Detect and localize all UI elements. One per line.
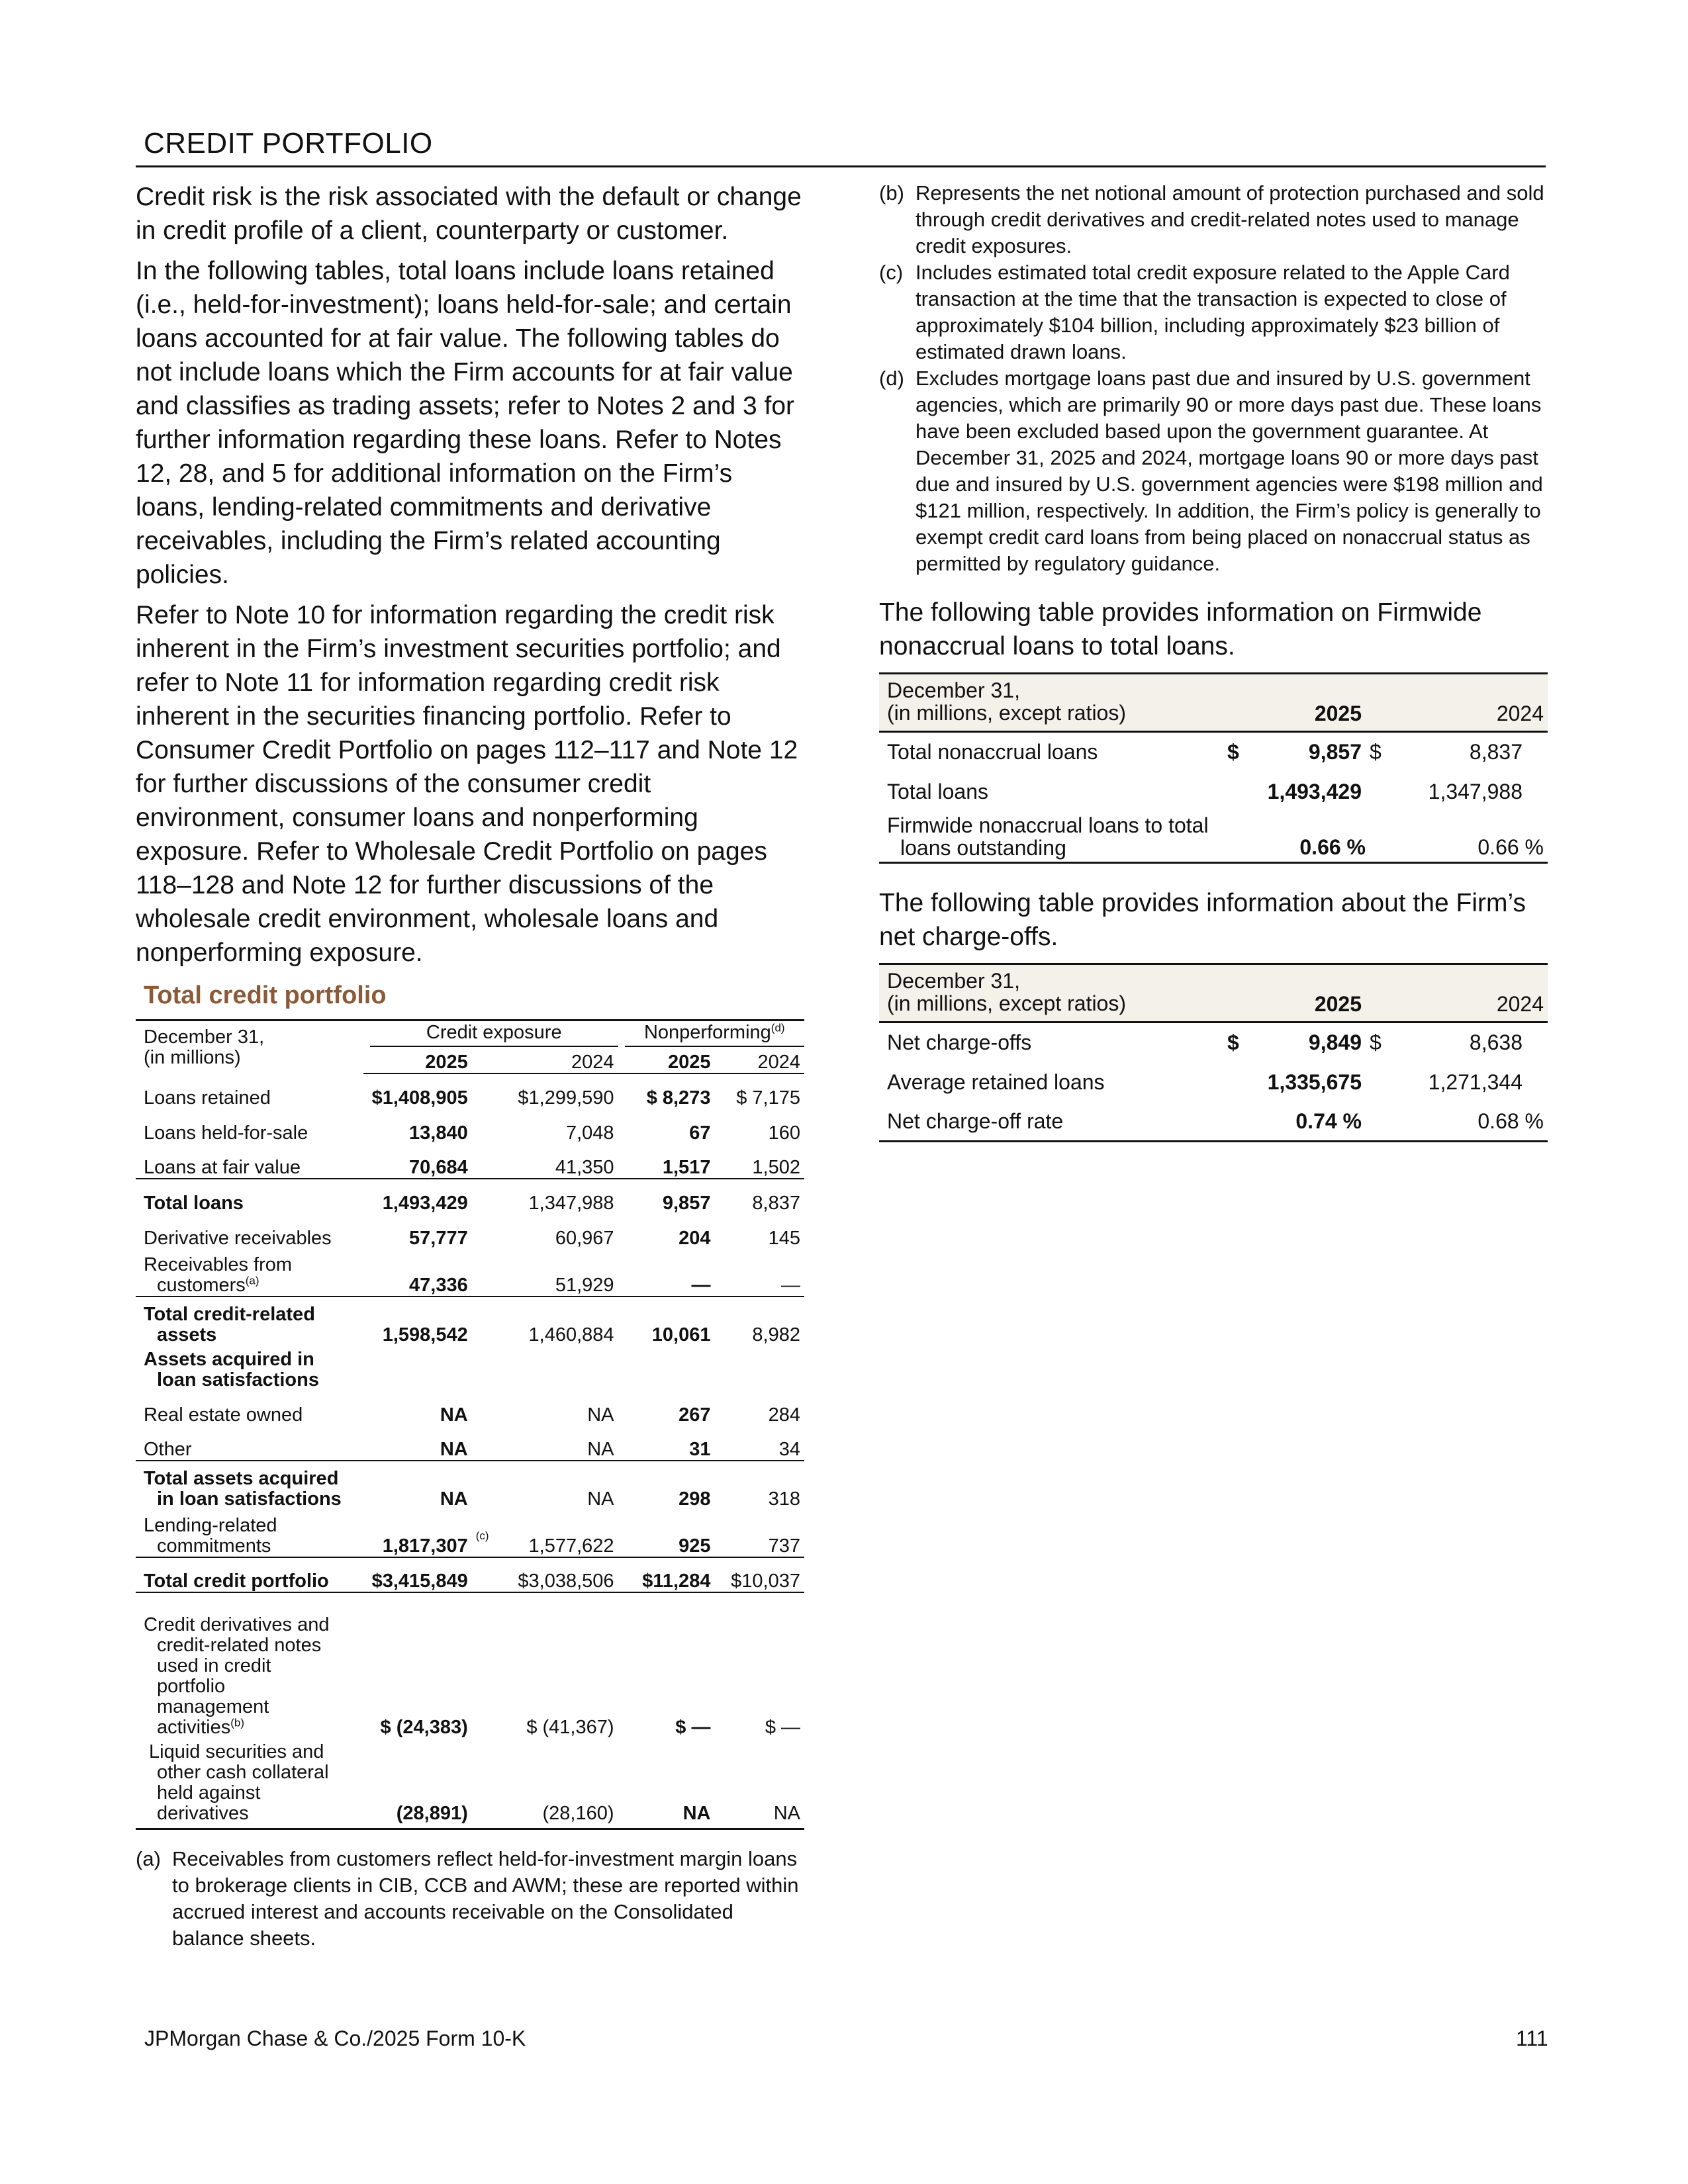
cell-np-2025: $11,284 xyxy=(618,1557,715,1592)
header-label-1: December 31, xyxy=(144,1026,265,1048)
row-label: Net charge-off rate xyxy=(879,1102,1223,1142)
currency-2025: $ xyxy=(1227,740,1239,764)
cell-ce-2025: NA xyxy=(440,1488,468,1510)
value-2024: 1,347,988 xyxy=(1428,779,1523,803)
row-label: Lending-related commitments xyxy=(136,1510,363,1557)
table-row xyxy=(136,1426,804,1461)
cell-ce-2025: 57,777 xyxy=(409,1227,468,1249)
cell-np-2024: 8,982 xyxy=(752,1324,800,1345)
cell-ce-2024: 1,347,988 xyxy=(528,1192,614,1214)
table-row xyxy=(879,1062,1548,1102)
cell-ce-2024: 7,048 xyxy=(565,1122,614,1144)
cell-np-2024: 284 xyxy=(768,1404,800,1426)
table-row xyxy=(879,1102,1548,1142)
row-label: Total credit portfolio xyxy=(136,1557,363,1592)
cell-ce-2024: $ (41,367) xyxy=(526,1716,614,1738)
cell-ce-2025: $3,415,849 xyxy=(363,1557,472,1592)
cell-ce-2024: NA xyxy=(494,1426,618,1461)
value-2025: 1,335,675 xyxy=(1267,1069,1362,1094)
footnote-text: Receivables from customers reflect held-for-investment margin loans to brokerage clients in CIB, CCB and AWM; these are reported within accrued interest and accounts receivable on the Consolidated balance sheets. xyxy=(172,1847,799,1950)
row-label: Loans held-for-sale xyxy=(144,1122,308,1144)
right-column xyxy=(879,180,1548,1142)
cell-np-2024: — xyxy=(714,1249,804,1297)
cell-ce-2024: NA xyxy=(587,1488,614,1510)
cell-ce-2025: 47,336 xyxy=(363,1249,472,1297)
value-2025: 9,849 xyxy=(1308,1030,1362,1055)
row-label: Firmwide nonaccrual loans to total loans outstanding xyxy=(879,811,1223,863)
footnote-key: (b) xyxy=(879,181,904,205)
nonaccrual-table xyxy=(879,672,1548,864)
cell-ce-2025: 1,598,542 xyxy=(382,1324,468,1345)
cell-np-2024: 318 xyxy=(768,1488,800,1510)
cell-ce-2024: $3,038,506 xyxy=(494,1557,618,1592)
year-np-2024: 2024 xyxy=(714,1047,804,1073)
year-ce-2024: 2024 xyxy=(494,1047,618,1073)
table-row xyxy=(879,811,1548,863)
header-year-2025: 2025 xyxy=(1250,674,1366,732)
nonaccrual-header-row xyxy=(879,674,1548,732)
row-label: Real estate owned xyxy=(144,1404,303,1426)
table-row xyxy=(136,1249,804,1297)
cell-np-2024: 145 xyxy=(768,1227,800,1249)
table-row xyxy=(136,1557,804,1592)
cell-np-2025: — xyxy=(618,1249,715,1297)
section-header xyxy=(136,122,1546,167)
header-year-2024: 2024 xyxy=(1392,964,1548,1023)
table-row xyxy=(136,1738,804,1829)
row-label: Total nonaccrual loans xyxy=(887,740,1098,764)
footnote-key: (a) xyxy=(136,1847,161,1870)
table-row xyxy=(136,1592,804,1738)
cell-ce-2024: (28,160) xyxy=(494,1738,618,1829)
footnote-text: Represents the net notional amount of protection purchased and sold through credit derivatives and credit-related notes used to manage credit exposures. xyxy=(915,181,1544,257)
footer-company: JPMorgan Chase & Co./2025 Form 10-K xyxy=(144,2026,526,2050)
cell-np-2025: 10,061 xyxy=(651,1324,711,1345)
row-label: Derivative receivables xyxy=(144,1227,332,1249)
nonperforming-footnote-mark: (d) xyxy=(771,1021,785,1034)
table-group-header-row xyxy=(136,1021,804,1047)
cell-ce-2024: 1,460,884 xyxy=(528,1324,614,1345)
value-2024: 8,837 xyxy=(1469,740,1523,764)
nonperforming-group xyxy=(625,1023,804,1047)
value-2024: 0.68 % xyxy=(1392,1102,1548,1142)
currency-2024: $ xyxy=(1370,1030,1382,1055)
cell-np-2025: $ 8,273 xyxy=(646,1087,711,1109)
header-label: December 31, (in millions, except ratios) xyxy=(879,674,1223,732)
cell-np-2024: 34 xyxy=(714,1426,804,1461)
cell-np-2024: NA xyxy=(714,1738,804,1829)
cell-ce-2024: NA xyxy=(587,1404,614,1426)
table-row xyxy=(136,1390,804,1426)
footnote-c xyxy=(879,259,1548,365)
table-row xyxy=(136,1109,804,1144)
value-2025: 9,857 xyxy=(1308,740,1362,764)
footnote-mark-c: (c) xyxy=(472,1510,494,1557)
cell-np-2025: 925 xyxy=(618,1510,715,1557)
cell-np-2025: 31 xyxy=(618,1426,715,1461)
cell-ce-2025: $1,408,905 xyxy=(371,1087,468,1109)
cell-ce-2025: NA xyxy=(363,1426,472,1461)
cell-ce-2024: 51,929 xyxy=(494,1249,618,1297)
cell-ce-2025: 1,817,307 xyxy=(363,1510,472,1557)
cell-np-2025: 204 xyxy=(679,1227,711,1249)
header-label: December 31, (in millions, except ratios) xyxy=(879,964,1223,1023)
cell-np-2024: 160 xyxy=(768,1122,800,1144)
table-row xyxy=(136,1297,804,1345)
cell-np-2024: $ — xyxy=(765,1716,800,1738)
row-label: Total credit-related assets xyxy=(144,1303,315,1345)
year-np-2025: 2025 xyxy=(618,1047,715,1073)
cell-np-2024: $10,037 xyxy=(714,1557,804,1592)
header-year-2025: 2025 xyxy=(1250,964,1366,1023)
header-year-2024: 2024 xyxy=(1392,674,1548,732)
chargeoffs-header-row xyxy=(879,964,1548,1023)
year-ce-2025: 2025 xyxy=(363,1047,472,1073)
row-label: Total assets acquired in loan satisfactions xyxy=(144,1467,342,1510)
cell-np-2024: 1,502 xyxy=(714,1144,804,1179)
intro-paragraph: Credit risk is the risk associated with the default or change in credit profile of a client, counterparty or customer. xyxy=(136,183,802,245)
cell-np-2025: $ — xyxy=(675,1716,711,1738)
chargeoffs-table xyxy=(879,963,1548,1142)
header-label-2: (in millions) xyxy=(144,1046,241,1068)
chargeoffs-intro: The following table provides information about the Firm’s net charge-offs. xyxy=(879,889,1526,951)
total-credit-portfolio-table xyxy=(136,1019,804,1830)
loans-scope-paragraph: In the following tables, total loans include loans retained (i.e., held-for-investment); loans held-for-sale; and certain loans accounted for at fair value. The following tables do not include loans which the Firm accounts for at fair value and classifies as trading assets; refer to Notes 2 and 3 for further information regarding these loans. Refer to Notes 12, 28, and 5 for additional information on the Firm’s loans, lending-related commitments and derivative receivables, including the Firm’s related accounting policies. xyxy=(136,257,795,589)
cell-np-2024: $ 7,175 xyxy=(736,1087,800,1109)
row-label: Total loans xyxy=(144,1192,244,1214)
row-label: Total loans xyxy=(887,779,988,803)
footer-page-number: 111 xyxy=(1516,2026,1548,2050)
footnote-key: (c) xyxy=(879,261,904,284)
table-row xyxy=(136,1073,804,1109)
row-label: Loans retained xyxy=(144,1087,271,1109)
row-label: Liquid securities and other cash collateral held against derivatives xyxy=(136,1738,363,1829)
value-2024: 8,638 xyxy=(1469,1030,1523,1055)
total-credit-portfolio-title: Total credit portfolio xyxy=(144,981,387,1009)
footnote-d xyxy=(879,365,1548,577)
footnote-mark: (b) xyxy=(230,1715,244,1729)
cell-ce-2024: 1,577,622 xyxy=(494,1510,618,1557)
cell-np-2025: 298 xyxy=(679,1488,711,1510)
table-row xyxy=(879,732,1548,772)
table-row xyxy=(879,772,1548,811)
cell-ce-2025: (28,891) xyxy=(363,1738,472,1829)
value-2025: 1,493,429 xyxy=(1267,779,1362,803)
cell-ce-2025: 13,840 xyxy=(409,1122,468,1144)
cell-np-2025: 67 xyxy=(689,1122,711,1144)
cell-ce-2025: 1,493,429 xyxy=(382,1192,468,1214)
cell-ce-2025: 70,684 xyxy=(363,1144,472,1179)
table-row xyxy=(136,1510,804,1557)
value-2024: 0.66 % xyxy=(1392,811,1548,863)
cell-np-2024: 8,837 xyxy=(752,1192,800,1214)
nonperforming-label: Nonperforming xyxy=(643,1021,771,1043)
cell-ce-2024: $1,299,590 xyxy=(518,1087,614,1109)
row-label: Receivables from customers$^{(a)}$ xyxy=(136,1249,363,1297)
cell-np-2025: NA xyxy=(618,1738,715,1829)
row-label: Credit derivatives and credit-related notes used in credit portfolio management activities$^{(b)}$ xyxy=(144,1614,330,1738)
footnote-text: Includes estimated total credit exposure related to the Apple Card transaction at the time that the transaction is expected to close of approximately $104 billion, including approximately $23 billion of estimated drawn loans. xyxy=(915,261,1510,363)
row-label: Net charge-offs xyxy=(887,1030,1032,1055)
credit-exposure-group: Credit exposure xyxy=(370,1023,618,1047)
cell-ce-2024: 41,350 xyxy=(494,1144,618,1179)
table-row xyxy=(879,1023,1548,1062)
currency-2025: $ xyxy=(1227,1030,1239,1055)
section-title: CREDIT PORTFOLIO xyxy=(144,127,433,159)
table-row xyxy=(136,1345,804,1390)
cell-ce-2024: 60,967 xyxy=(555,1227,614,1249)
cell-ce-2025: $ (24,383) xyxy=(380,1716,468,1738)
row-label: Loans at fair value xyxy=(136,1144,363,1179)
table-row xyxy=(136,1214,804,1249)
table-row xyxy=(136,1144,804,1179)
table-row xyxy=(136,1179,804,1214)
cell-np-2025: 9,857 xyxy=(662,1192,711,1214)
row-label: Other xyxy=(136,1426,363,1461)
footnote-text: Excludes mortgage loans past due and insured by U.S. government agencies, which are primarily 90 or more days past due. These loans have been excluded based upon the government guarantee. At December 31, 2025 and 2024, mortgage loans 90 or more days past due and insured by U.S. government agencies were $198 million and $121 million, respectively. In addition, the Firm’s policy is generally to exempt credit card loans from being placed on nonaccrual status as permitted by regulatory guidance. xyxy=(915,367,1543,575)
row-label: Average retained loans xyxy=(887,1069,1105,1094)
value-2024: 1,271,344 xyxy=(1428,1069,1523,1094)
currency-2024: $ xyxy=(1370,740,1382,764)
cell-ce-2025: NA xyxy=(440,1404,468,1426)
cell-np-2024: 737 xyxy=(714,1510,804,1557)
footnote-mark: (a) xyxy=(245,1273,259,1287)
table-row xyxy=(136,1461,804,1510)
cell-np-2025: 1,517 xyxy=(618,1144,715,1179)
footnote-key: (d) xyxy=(879,367,904,390)
references-paragraph: Refer to Note 10 for information regarding the credit risk inherent in the Firm’s investment securities portfolio; and refer to Note 11 for information regarding credit risk inherent in the securities financing portfolio. Refer to Consumer Credit Portfolio on pages 112–117 and Note 12 for further discussions of the consumer credit environment, consumer loans and nonperforming exposure. Refer to Wholesale Credit Portfolio on pages 118–128 and Note 12 for further discussions of the wholesale credit environment, wholesale loans and nonperforming exposure. xyxy=(136,601,798,967)
value-2025: 0.74 % xyxy=(1250,1102,1366,1142)
footnote-b xyxy=(879,180,1548,259)
footnote-a xyxy=(136,1846,804,1952)
row-label: Assets acquired in loan satisfactions xyxy=(144,1348,319,1390)
nonaccrual-intro: The following table provides information on Firmwide nonaccrual loans to total loans. xyxy=(879,598,1482,660)
left-column xyxy=(136,180,804,1952)
cell-np-2025: 267 xyxy=(679,1404,711,1426)
value-2025: 0.66 % xyxy=(1250,811,1366,863)
